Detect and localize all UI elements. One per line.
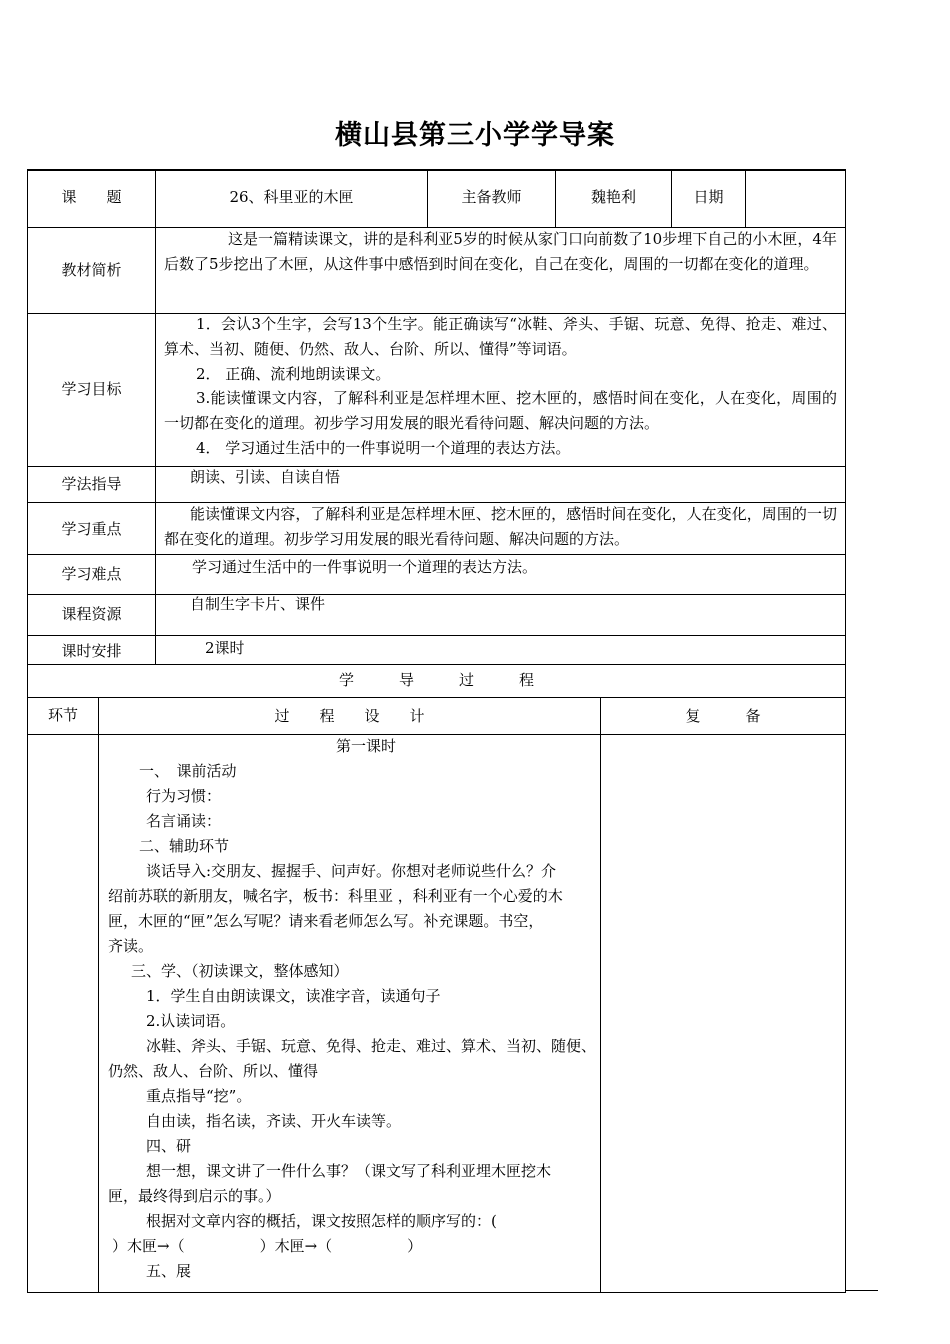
section-heading: 二、辅助环节 xyxy=(139,837,230,855)
lesson-heading: 第一课时 xyxy=(336,737,397,755)
text-line: 1．学生自由朗读课文，读准字音，读通句子 xyxy=(146,987,441,1005)
text-line: 仍然、敌人、台阶、所以、懂得 xyxy=(108,1062,319,1080)
method-label: 学法指导 xyxy=(61,475,122,493)
text-line: 匣，木匣的“匣”怎么写呢？请来看老师怎么写。补充课题。书空， xyxy=(108,912,544,930)
analysis-label: 教材简析 xyxy=(61,261,122,279)
text-line: 匣，最终得到启示的事。） xyxy=(108,1187,281,1205)
schedule-text: 2课时 xyxy=(205,639,245,657)
goals-label: 学习目标 xyxy=(61,380,122,398)
section-heading: 一、 课前活动 xyxy=(139,762,237,780)
teacher-label: 主备教师 xyxy=(461,188,522,206)
method-text: 朗读、引读、自读自悟 xyxy=(190,468,341,486)
design-column-header: 过 程 设 计 xyxy=(274,707,425,725)
text-line: 绍前苏联的新朋友，喊名字，板书：科里亚 ，科利亚有一个心爱的木 xyxy=(108,887,563,905)
difficulty-text: 学习通过生活中的一件事说明一个道理的表达方法。 xyxy=(192,558,538,576)
text-line: 谈话导入:交朋友、握握手、问声好。你想对老师说些什么？介 xyxy=(146,862,557,880)
section-heading: 五、展 xyxy=(146,1262,192,1280)
review-column-header: 复 备 xyxy=(685,707,761,725)
topic-label: 课 题 xyxy=(61,188,122,206)
text-line: 想一想，课文讲了一件什么事？（课文写了科利亚埋木匣挖木 xyxy=(146,1162,552,1180)
schedule-label: 课时安排 xyxy=(61,642,122,660)
goal-item: 3.能读懂课文内容，了解科利亚是怎样埋木匣、挖木匣的，感悟时间在变化，人在变化，周围的一切都在变化的道理。初步学习用发展的眼光看待问题、解决问题的方法。 xyxy=(164,389,837,432)
text-line: 自由读，指名读，齐读、开火车读等。 xyxy=(146,1112,402,1130)
key-text: 能读懂课文内容，了解科利亚是怎样埋木匣、挖木匣的，感悟时间在变化，人在变化，周围的一切都在变化的道理。初步学习用发展的眼光看待问题、解决问题的方法。 xyxy=(164,505,837,548)
page-title: 横山县第三小学学导案 xyxy=(335,120,615,151)
section-heading: 三、学、（初读课文，整体感知） xyxy=(131,962,349,980)
difficulty-label: 学习难点 xyxy=(61,565,122,583)
text-line: 冰鞋、斧头、手锯、玩意、免得、抢走、难过、算术、当初、随便、 xyxy=(146,1037,597,1055)
goal-item: 4． 学习通过生活中的一件事说明一个道理的表达方法。 xyxy=(196,439,571,457)
analysis-text: 这是一篇精读课文，讲的是科利亚5岁的时候从家门口向前数了10步埋下自己的小木匣，4年后数了5步挖出了木匣，从这件事中感悟到时间在变化，自己在变化，周围的一切都在变化的道理。 xyxy=(164,230,837,273)
resources-text: 自制生字卡片、课件 xyxy=(190,595,326,613)
text-line: ）木匣→（ ）木匣→（ ） xyxy=(112,1237,423,1255)
text-line: 根据对文章内容的概括，课文按照怎样的顺序写的：( xyxy=(146,1212,497,1230)
section-heading: 四、研 xyxy=(146,1137,192,1155)
stage-column-header: 环节 xyxy=(47,706,78,724)
key-label: 学习重点 xyxy=(61,520,122,538)
teacher-name: 魏艳利 xyxy=(590,188,636,206)
text-line: 齐读。 xyxy=(108,937,154,955)
resources-label: 课程资源 xyxy=(61,605,122,623)
lesson-topic: 26、科里亚的木匣 xyxy=(229,188,354,206)
text-line: 行为习惯： xyxy=(146,787,222,805)
process-heading: 学 导 过 程 xyxy=(338,671,534,689)
text-line: 名言诵读： xyxy=(146,812,222,830)
goal-item: 2． 正确、流利地朗读课文。 xyxy=(196,365,391,383)
text-line: 2.认读词语。 xyxy=(146,1012,236,1030)
date-label: 日期 xyxy=(693,188,724,206)
goal-item: 1．会认3个生字，会写13个生字。能正确读写“冰鞋、斧头、手锯、玩意、免得、抢走、难过、算术、当初、随便、仍然、敌人、台阶、所以、懂得”等词语。 xyxy=(164,315,837,358)
text-line: 重点指导“挖”。 xyxy=(146,1087,252,1105)
